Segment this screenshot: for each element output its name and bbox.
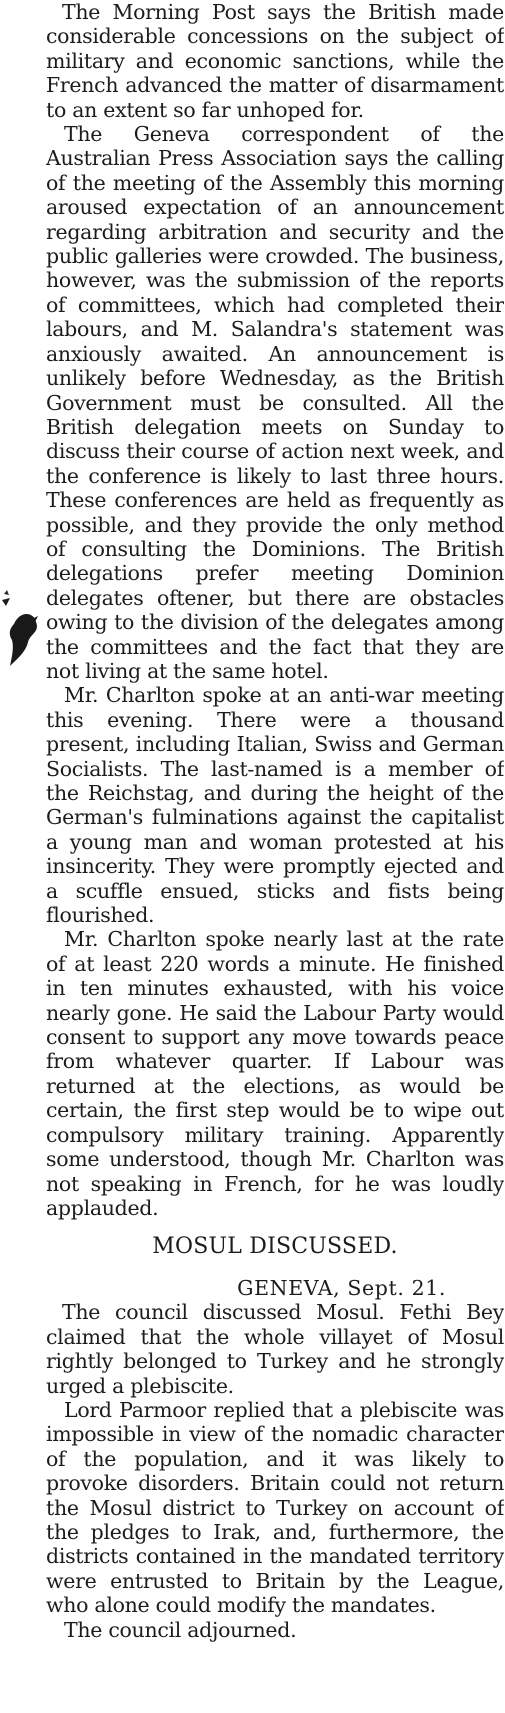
article-paragraph: The Geneva correspondent of the Australian Press Association says the calling of the meeting of the Assembly this morning aroused expectation of an announcement regarding arbitration and security and the public galleries were crowded. The business, however, was the submission of the reports of committees, which had completed their labours, and M. Salandra's statement was anxiously awaited. An announcement is unlikely before Wednesday, as the British Government must be consulted. All the British delegation meets on Sunday to discuss their course of action next week, and the conference is likely to last three hours. These conferences are held as frequently as possible, and they provide the only method of consulting the Dominions. The British delegations prefer meeting Dominion delegates oftener, but there are obstacles owing to the division of the delegates among the committees and the fact that they are not living at the same hotel. (46, 122, 504, 683)
article-paragraph: Mr. Charlton spoke at an anti-war meeting this evening. There were a thousand present, including Italian, Swiss and German Socialists. The last-named is a member of the Reichstag, and during the height of the German's fulminations against the capitalist a young man and woman protested at his insincerity. They were promptly ejected and a scuffle ensued, sticks and fists being flourished. (46, 683, 504, 928)
section-body (46, 1300, 504, 1642)
article-body (46, 0, 504, 1220)
article-paragraph: The Morning Post says the British made considerable concessions on the subject of military and economic sanctions, while the French advanced the matter of disarmament to an extent so far unhoped for. (46, 0, 504, 122)
section-paragraph: Lord Parmoor replied that a plebiscite was impossible in view of the nomadic character of the population, and it was likely to provoke disorders. Britain could not return the Mosul district to Turkey on account of the pledges to Irak, and, furthermore, the districts contained in the mandated territory were entrusted to Britain by the League, who alone could modify the mandates. (46, 1397, 504, 1618)
article-paragraph: Mr. Charlton spoke nearly last at the rate of at least 220 words a minute. He finished in ten minutes exhausted, with his voice nearly gone. He said the Labour Party would consent to support any move towards peace from whatever quarter. If Labour was returned at the elections, as would be certain, the first step would be to wipe out compulsory military training. Apparently some understood, though Mr. Charlton was not speaking in French, for he was loudly applauded. (46, 927, 504, 1220)
section-paragraph: The council adjourned. (64, 1617, 297, 1642)
ink-blot-mark (0, 560, 44, 670)
newspaper-column (46, 0, 504, 1713)
section-dateline: GENEVA, Sept. 21. (237, 1276, 446, 1301)
section-paragraph: The council discussed Mosul. Fethi Bey claimed that the whole villayet of Mosul rightly belonged to Turkey and he strongly urged a plebiscite. (46, 1300, 504, 1398)
section-heading: MOSUL DISCUSSED. (152, 1234, 398, 1260)
